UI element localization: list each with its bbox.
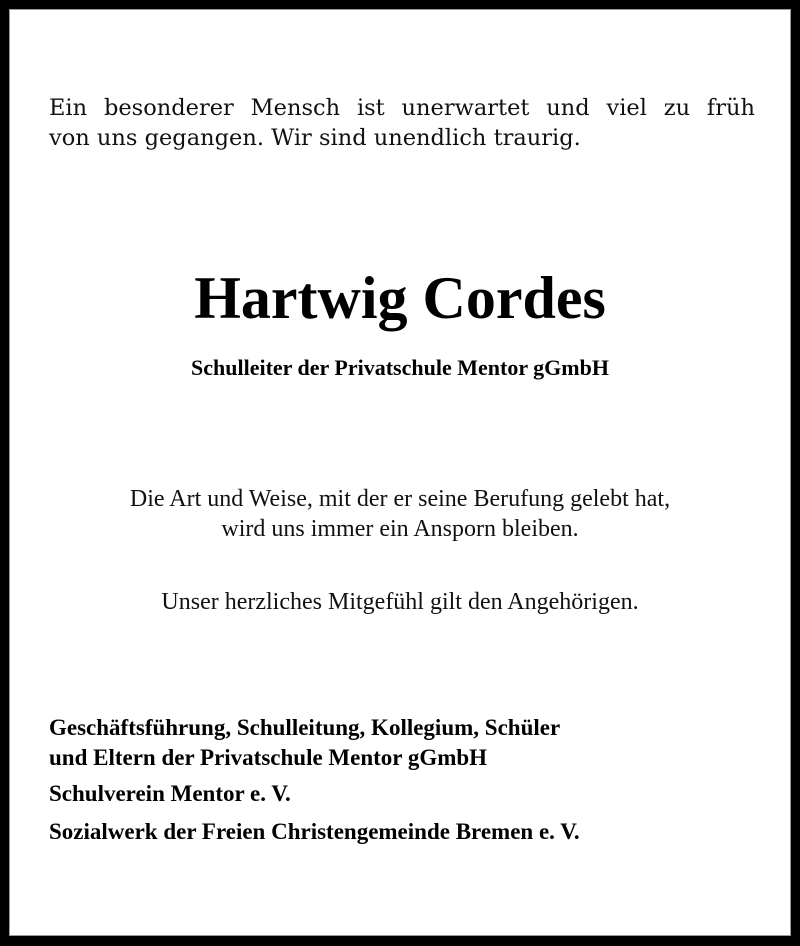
sender-group-sozialwerk — [49, 817, 769, 847]
deceased-name: Hartwig Cordes — [194, 265, 606, 331]
sender-line: und Eltern der Privatschule Mentor gGmbH — [49, 745, 488, 770]
quote-line-1: Die Art und Weise, mit der er seine Berufung gelebt hat, — [129, 486, 671, 512]
sender-line: Geschäftsführung, Schulleitung, Kollegium, Schüler — [49, 715, 561, 740]
sender-line: Sozialwerk der Freien Christengemeinde Bremen e. V. — [49, 819, 580, 844]
intro-line-1: Ein besonderer Mensch ist unerwartet und viel zu früh — [49, 95, 755, 121]
quote-line-2: wird uns immer ein Ansporn bleiben. — [221, 516, 579, 542]
sympathy-text: Unser herzliches Mitgefühl gilt den Angehörigen. — [161, 589, 639, 615]
deceased-role: Schulleiter der Privatschule Mentor gGmbH — [191, 355, 609, 380]
tribute-quote — [10, 484, 790, 544]
sender-line: Schulverein Mentor e. V. — [49, 781, 291, 806]
senders-list — [49, 713, 769, 847]
intro-line-2: von uns gegangen. Wir sind unendlich traurig. — [49, 125, 581, 151]
obituary-notice — [9, 9, 791, 936]
intro-text — [49, 93, 755, 153]
sender-group-school — [49, 713, 769, 773]
sender-group-schulverein — [49, 779, 769, 809]
